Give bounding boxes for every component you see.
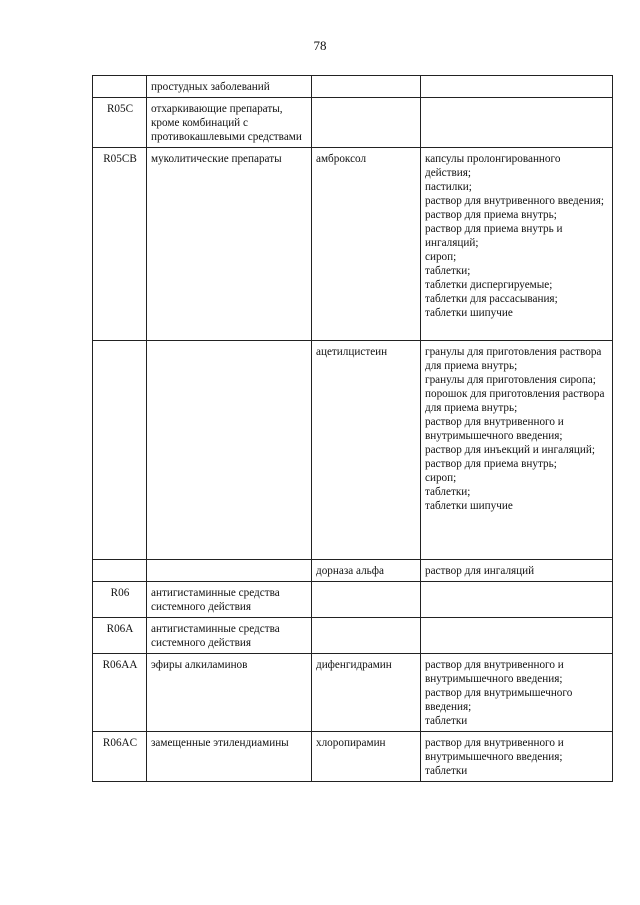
dosage-form-item: пастилки; xyxy=(425,181,472,193)
substance-name xyxy=(312,582,421,618)
dosage-form-item: гранулы для приготовления сиропа; xyxy=(425,374,596,386)
dosage-forms xyxy=(421,341,613,560)
dosage-forms xyxy=(421,148,613,341)
substance-name xyxy=(312,98,421,148)
dosage-forms-list xyxy=(425,152,609,320)
dosage-form-item: порошок для приготовления раствора для приема внутрь; xyxy=(425,388,605,414)
dosage-form-item: таблетки диспергируемые; xyxy=(425,279,553,291)
atc-code xyxy=(93,341,147,560)
atc-code: R06AA xyxy=(93,654,147,732)
dosage-form-item: раствор для внутримышечного введения; xyxy=(425,687,573,713)
substance-name: дорназа альфа xyxy=(312,560,421,582)
table-row xyxy=(93,618,613,654)
drug-group xyxy=(147,560,312,582)
drug-group: отхаркивающие препараты, кроме комбинаций с противокашлевыми средствами xyxy=(147,98,312,148)
table-row xyxy=(93,98,613,148)
dosage-form-item: таблетки шипучие xyxy=(425,307,513,319)
dosage-form-item: гранулы для приготовления раствора для приема внутрь; xyxy=(425,346,602,372)
atc-code: R06 xyxy=(93,582,147,618)
dosage-form-item: сироп; xyxy=(425,472,457,484)
substance-name: хлоропирамин xyxy=(312,732,421,782)
drug-group: замещенные этилендиамины xyxy=(147,732,312,782)
dosage-forms-list xyxy=(425,736,609,778)
dosage-form-item: раствор для внутривенного и внутримышечного введения; xyxy=(425,737,564,763)
atc-code: R06AC xyxy=(93,732,147,782)
table-row xyxy=(93,560,613,582)
dosage-form-item: раствор для внутривенного введения; xyxy=(425,195,604,207)
dosage-forms xyxy=(421,582,613,618)
atc-code xyxy=(93,76,147,98)
dosage-form-item: раствор для приема внутрь; xyxy=(425,458,557,470)
drug-group: эфиры алкиламинов xyxy=(147,654,312,732)
drug-group: антигистаминные средства системного действия xyxy=(147,618,312,654)
page-number: 78 xyxy=(313,38,327,53)
substance-name xyxy=(312,618,421,654)
dosage-form-item: сироп; xyxy=(425,251,457,263)
drug-table xyxy=(92,75,613,782)
dosage-form-item: раствор для приема внутрь; xyxy=(425,209,557,221)
dosage-form-item: таблетки xyxy=(425,715,468,727)
dosage-form-item: таблетки шипучие xyxy=(425,500,513,512)
dosage-forms xyxy=(421,654,613,732)
dosage-form-item: капсулы пролонгированного действия; xyxy=(425,153,561,179)
table-row xyxy=(93,654,613,732)
atc-code xyxy=(93,560,147,582)
table-row xyxy=(93,76,613,98)
dosage-forms-list xyxy=(425,345,609,513)
substance-name: дифенгидрамин xyxy=(312,654,421,732)
table-row xyxy=(93,341,613,560)
dosage-forms xyxy=(421,618,613,654)
drug-group: антигистаминные средства системного действия xyxy=(147,582,312,618)
atc-code: R05C xyxy=(93,98,147,148)
table-row xyxy=(93,582,613,618)
dosage-form-item: раствор для внутривенного и внутримышечного введения; xyxy=(425,416,564,442)
dosage-forms-list xyxy=(425,564,609,578)
dosage-form-item: таблетки для рассасывания; xyxy=(425,293,558,305)
dosage-form-item: раствор для внутривенного и внутримышечного введения; xyxy=(425,659,564,685)
dosage-form-item: раствор для ингаляций xyxy=(425,565,535,577)
dosage-form-item: таблетки; xyxy=(425,265,471,277)
dosage-forms xyxy=(421,98,613,148)
atc-code: R05CB xyxy=(93,148,147,341)
substance-name: ацетилцистеин xyxy=(312,341,421,560)
drug-group: муколитические препараты xyxy=(147,148,312,341)
table-row xyxy=(93,148,613,341)
dosage-forms xyxy=(421,76,613,98)
drug-group: простудных заболеваний xyxy=(147,76,312,98)
dosage-form-item: раствор для приема внутрь и ингаляций; xyxy=(425,223,563,249)
table-row xyxy=(93,732,613,782)
dosage-form-item: раствор для инъекций и ингаляций; xyxy=(425,444,595,456)
substance-name xyxy=(312,76,421,98)
substance-name: амброксол xyxy=(312,148,421,341)
dosage-forms xyxy=(421,732,613,782)
dosage-form-item: таблетки; xyxy=(425,486,471,498)
dosage-forms xyxy=(421,560,613,582)
atc-code: R06A xyxy=(93,618,147,654)
drug-group xyxy=(147,341,312,560)
dosage-forms-list xyxy=(425,658,609,728)
dosage-form-item: таблетки xyxy=(425,765,468,777)
